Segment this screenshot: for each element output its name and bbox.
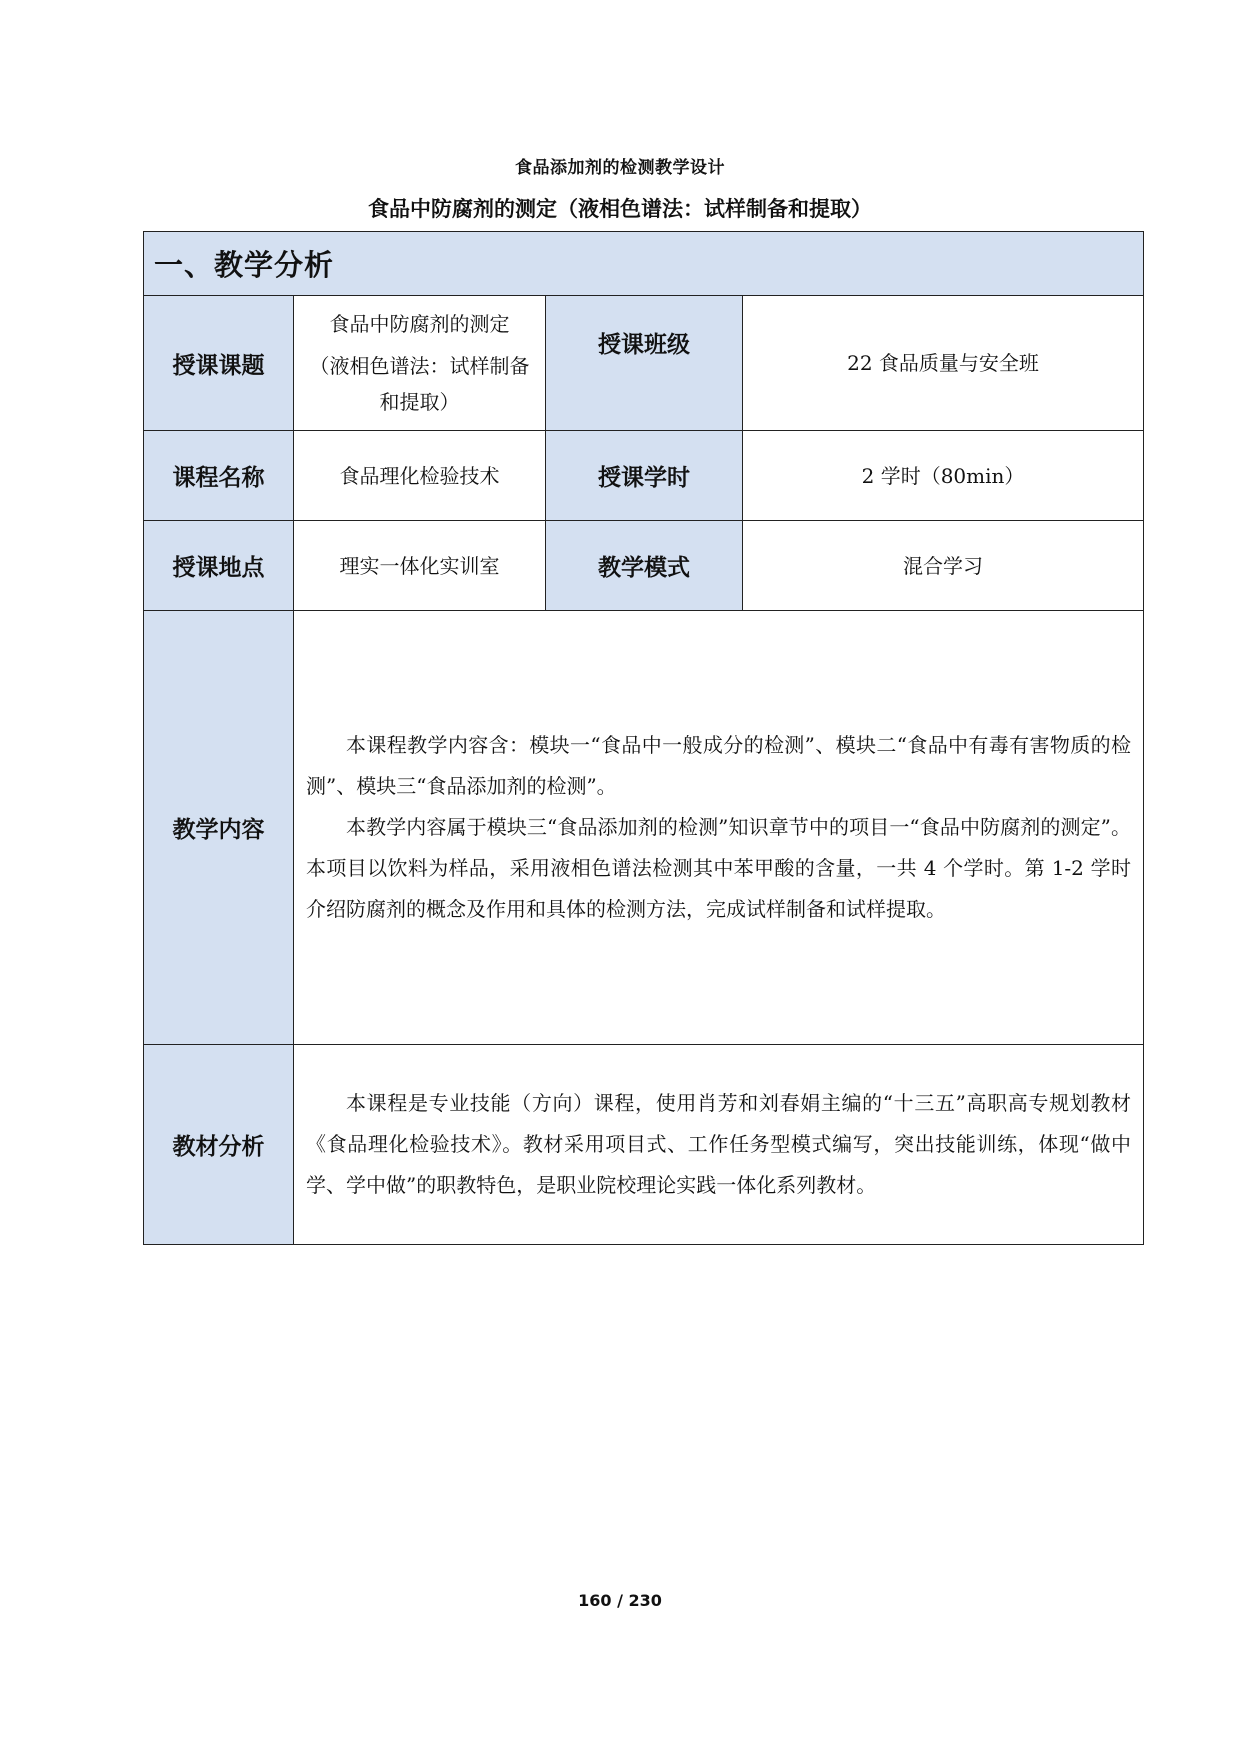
- content-paragraph-1: 本课程教学内容含：模块一“食品中一般成分的检测”、模块二“食品中有毒有害物质的检测”、模块三“食品添加剂的检测”。: [306, 733, 1132, 798]
- page-number: 160 / 230: [578, 1591, 662, 1610]
- table-row: [144, 431, 1144, 521]
- textbook-label: 教材分析: [144, 1045, 294, 1245]
- content-label: 教学内容: [144, 611, 294, 1045]
- hours-label: 授课学时: [546, 431, 743, 521]
- section-heading-row: [144, 232, 1144, 296]
- mode-value: 混合学习: [743, 521, 1144, 611]
- topic-label: 授课课题: [144, 296, 294, 431]
- teaching-analysis-table: [143, 231, 1144, 1245]
- location-label: 授课地点: [144, 521, 294, 611]
- topic-value: [294, 296, 546, 431]
- location-value: 理实一体化实训室: [294, 521, 546, 611]
- document-subtitle: 食品中防腐剂的测定（液相色谱法：试样制备和提取）: [368, 197, 872, 221]
- class-label: 授课班级: [546, 296, 743, 431]
- class-value: 22 食品质量与安全班: [743, 296, 1144, 431]
- topic-line-1: 食品中防腐剂的测定: [329, 312, 510, 336]
- textbook-paragraph-1: 本课程是专业技能（方向）课程，使用肖芳和刘春娟主编的“十三五”高职高专规划教材《食品理化检验技术》。教材采用项目式、工作任务型模式编写，突出技能训练，体现“做中学、学中做”的职教特色，是职业院校理论实践一体化系列教材。: [306, 1091, 1132, 1197]
- hours-value: 2 学时（80min）: [743, 431, 1144, 521]
- topic-line-2: （液相色谱法：试样制备和提取）: [309, 354, 530, 414]
- course-value: 食品理化检验技术: [294, 431, 546, 521]
- course-label: 课程名称: [144, 431, 294, 521]
- document-title: 食品添加剂的检测教学设计: [515, 158, 725, 178]
- table-row: [144, 521, 1144, 611]
- table-row: [144, 1045, 1144, 1245]
- section-heading: 一、教学分析: [144, 232, 1144, 296]
- textbook-text: [294, 1045, 1144, 1245]
- content-text: [294, 611, 1144, 1045]
- mode-label: 教学模式: [546, 521, 743, 611]
- table-row: [144, 296, 1144, 431]
- table-row: [144, 611, 1144, 1045]
- content-paragraph-2: 本教学内容属于模块三“食品添加剂的检测”知识章节中的项目一“食品中防腐剂的测定”。本项目以饮料为样品，采用液相色谱法检测其中苯甲酸的含量，一共 4 个学时。第 1-2 学时介绍防腐剂的概念及作用和具体的检测方法，完成试样制备和试样提取。: [306, 815, 1132, 921]
